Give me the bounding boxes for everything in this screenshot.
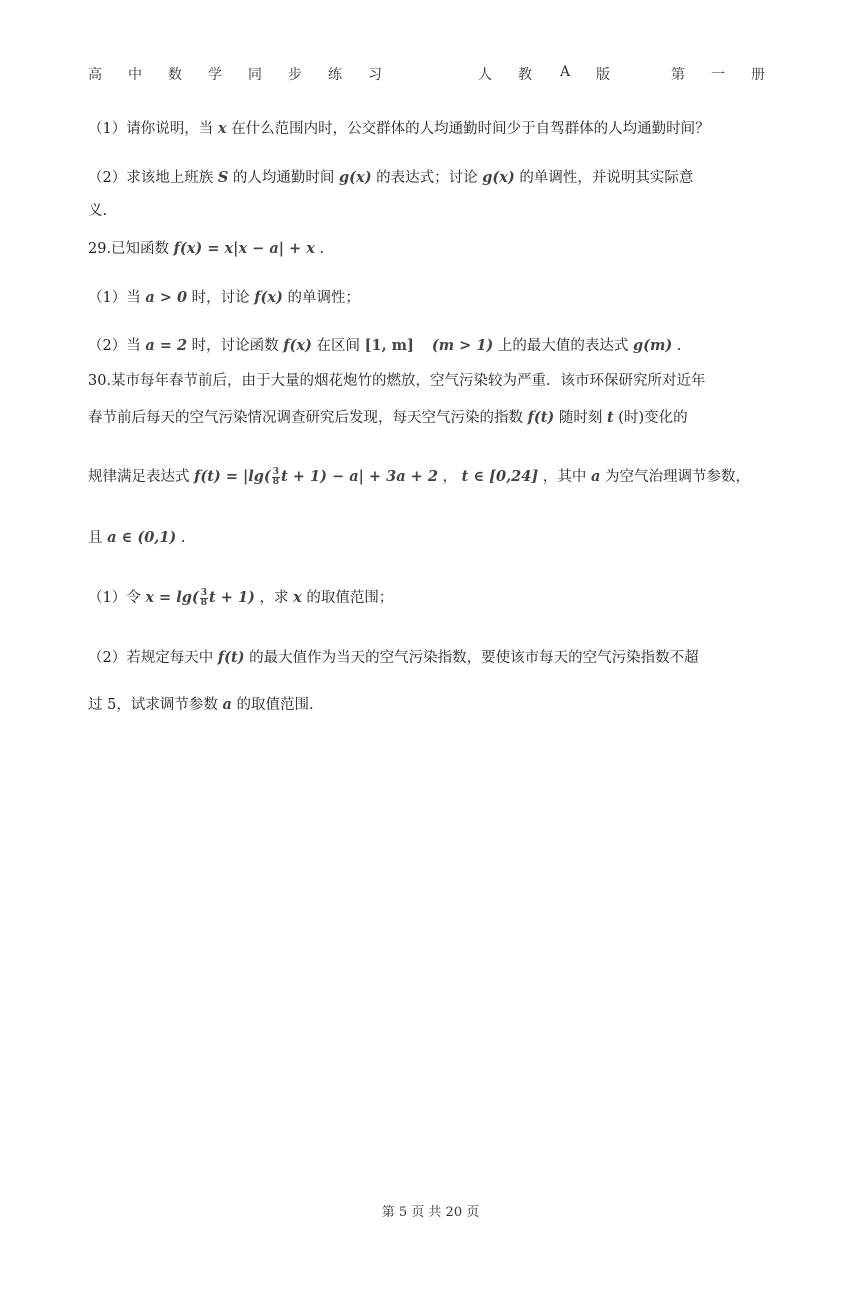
header-char: 版	[596, 67, 610, 83]
q30-part1: （1）令 x = lg( $\frac{3}{8}$ t + 1) ，求 x 的取值范围；	[88, 587, 394, 608]
header-char: 习	[368, 67, 382, 83]
q29-part2: （2）当 a = 2 时，讨论函数 f(x) 在区间 [1, m] (m > 1) 上的最大值的表达式 g(m) .	[88, 337, 682, 354]
header-char: 练	[328, 67, 342, 83]
math-g: g(x)	[482, 169, 515, 186]
math-fraction: $\frac{3}{8}$	[200, 587, 208, 608]
q28-part1: （1）请你说明，当 x 在什么范围内时，公交群体的人均通勤时间少于自驾群体的人均通勤时间？	[88, 120, 710, 137]
q30-part2-cont: 过 5，试求调节参数 a 的取值范围.	[88, 696, 314, 713]
math-f: f(t)	[527, 409, 555, 426]
header-char: A	[560, 64, 571, 80]
header-char: 数	[168, 67, 182, 83]
math-g: g(m)	[633, 337, 673, 354]
q30-line2: 春节前后每天的空气污染情况调查研究后发现，每天空气污染的指数 f(t) 随时刻 t (时)变化的	[88, 409, 688, 426]
math-expression: f(t) = |lg(	[194, 468, 271, 485]
q30-line4: 且 a ∈ (0,1) .	[88, 529, 186, 546]
math-a: a	[590, 468, 601, 485]
math-fraction: $\frac{3}{8}$	[272, 466, 280, 487]
q29-part1: （1）当 a > 0 时，讨论 f(x) 的单调性；	[88, 289, 361, 306]
header-char: 一	[711, 67, 725, 83]
q29-title: 29.已知函数 f(x) = x|x − a| + x .	[88, 240, 325, 257]
header-char: 学	[208, 67, 222, 83]
page-footer: 第 5 页 共 20 页	[381, 1205, 480, 1220]
header-char: 高	[88, 67, 102, 83]
math-interval: [1, m]	[364, 337, 414, 354]
math-x: x	[217, 120, 227, 137]
math-cond: a = 2	[145, 337, 188, 354]
math-f: f(x)	[283, 337, 312, 354]
math-x: x	[293, 589, 302, 606]
header-char: 教	[518, 67, 532, 83]
math-cond: a > 0	[145, 289, 188, 306]
math-S: S	[217, 169, 229, 186]
math-expression: t + 1)	[209, 589, 255, 606]
header-char: 人	[478, 67, 492, 83]
q30-line1: 30.某市每年春节前后，由于大量的烟花炮竹的燃放，空气污染较为严重．该市环保研究所对近年	[88, 373, 706, 389]
q28-part2: （2）求该地上班族 S 的人均通勤时间 g(x) 的表达式；讨论 g(x) 的单调性，并说明其实际意	[88, 169, 694, 186]
page-header	[88, 64, 773, 86]
header-char: 步	[288, 67, 302, 83]
q30-part2: （2）若规定每天中 f(t) 的最大值作为当天的空气污染指数，要使该市每天的空气污染指数不超	[88, 649, 699, 666]
math-f: f(x)	[254, 289, 283, 306]
math-a: a	[222, 696, 232, 713]
q28-part2-cont: 义.	[88, 203, 108, 219]
math-function: f(x) = x|x − a| + x	[173, 240, 315, 257]
math-f: f(t)	[217, 649, 245, 666]
math-g: g(x)	[339, 169, 372, 186]
math-t: t	[607, 409, 614, 426]
math-domain: t ∈ [0,24]	[461, 468, 539, 485]
math-cond: (m > 1)	[431, 337, 494, 354]
header-char: 中	[128, 67, 142, 83]
math-expression: t + 1) − a| + 3a + 2	[281, 468, 438, 485]
header-char: 第	[671, 67, 685, 83]
math-cond: a ∈ (0,1)	[107, 529, 177, 546]
math-expression: x = lg(	[145, 589, 199, 606]
header-char: 册	[751, 67, 765, 83]
q30-line3: 规律满足表达式 f(t) = |lg( $\frac{3}{8}$ t + 1) − a| + 3a + 2 ， t ∈ [0,24] ，其中 a 为空气治理调节参数，	[88, 466, 750, 487]
header-char: 同	[248, 67, 262, 83]
